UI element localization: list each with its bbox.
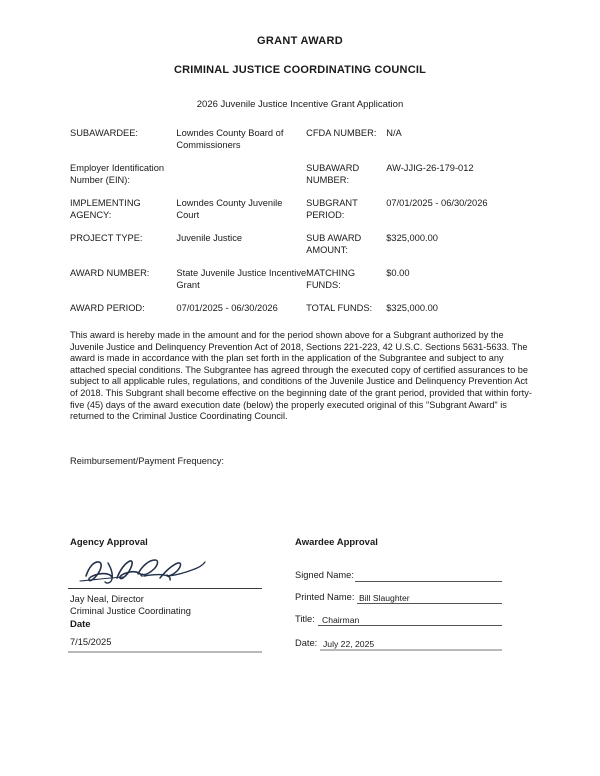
field-value: Juvenile Justice [176,233,243,243]
table-row [70,233,515,268]
handwritten-signature-icon [72,556,207,586]
agency-signer-line-2: Criminal Justice Coordinating [70,605,191,616]
field-label: SUBAWARDEE: [70,128,139,138]
agency-date-rule [68,651,262,653]
field-value: $325,000.00 [386,233,438,243]
field-label: CFDA NUMBER: [306,128,377,138]
award-details-table [70,128,515,327]
application-subtitle: 2026 Juvenile Justice Incentive Grant Application [196,99,404,110]
council-name-heading: CRIMINAL JUSTICE COORDINATING COUNCIL [173,64,427,76]
agency-approval-heading: Agency Approval [70,537,148,548]
awardee-date-rule [320,649,502,651]
field-value [176,163,306,198]
field-value: Lowndes County Board of Commissioners [176,128,284,150]
field-value: $325,000.00 [386,303,438,313]
field-label: SUBGRANT PERIOD: [306,198,358,220]
awardee-date-value: July 22, 2025 [323,639,375,649]
table-row [70,198,515,233]
field-label: SUBAWARD NUMBER: [306,163,360,185]
field-value: 07/01/2025 - 06/30/2026 [176,303,278,313]
field-label: AWARD NUMBER: [70,268,150,278]
field-value: 07/01/2025 - 06/30/2026 [386,198,488,208]
agency-signer-line-1: Jay Neal, Director [70,594,144,604]
field-label: AWARD PERIOD: [70,303,145,313]
awardee-title-value: Chairman [322,615,360,625]
field-value: N/A [386,128,402,138]
field-value: Lowndes County Juvenile Court [176,198,283,220]
table-row [70,303,515,327]
agency-signer-name [70,594,280,617]
awardee-signed-name-rule [355,581,502,582]
field-value: State Juvenile Justice Incentive Grant [176,268,307,290]
field-label: Employer Identification Number (EIN): [70,163,165,185]
field-value: $0.00 [386,268,410,278]
awardee-title-label: Title: [295,614,315,624]
awardee-printed-name-label: Printed Name: [295,592,355,602]
awardee-date-label: Date: [295,638,318,648]
table-row [70,268,515,303]
award-terms-paragraph: This award is hereby made in the amount and for the period shown above for a Subgrant authorized by the Juvenile Justice and Delinquency Prevention Act of 2018, Sections 221-223, 42 U.S.C. Sections 5631-5633. The award is made in accordance with the plan set forth in the application of the Subgrantee and subject to any attached special conditions. The Subgrantee has agreed through the executed copy of certified assurances to be subject to all applicable rules, regulations, and conditions of the Juvenile Justice and Delinquency Prevention Act of 2018. This Subgrant shall become effective on the beginning date of the grant period, provided that within forty-five (45) days of the award execution date (below) the properly executed original of this "Subgrant Award" is returned to the Criminal Justice Coordinating Council. [70,330,532,422]
awardee-printed-name-rule [357,603,502,604]
agency-date-value: 7/15/2025 [70,637,112,647]
awardee-printed-name-value: Bill Slaughter [359,593,410,603]
agency-date-label: Date [70,619,91,630]
field-label: MATCHING FUNDS: [306,268,356,290]
reimbursement-frequency-label: Reimbursement/Payment Frequency: [70,456,224,466]
field-label: TOTAL FUNDS: [306,303,373,313]
page-title: GRANT AWARD [257,35,343,47]
table-row [70,128,515,163]
awardee-signed-name-label: Signed Name: [295,570,354,580]
field-label: IMPLEMENTING AGENCY: [70,198,141,220]
table-row [70,163,515,198]
field-label: PROJECT TYPE: [70,233,143,243]
field-value: AW-JJIG-26-179-012 [386,163,474,173]
awardee-title-rule [318,625,502,626]
agency-signature-rule [68,588,262,589]
field-label: SUB AWARD AMOUNT: [306,233,362,255]
awardee-approval-heading: Awardee Approval [295,537,378,548]
